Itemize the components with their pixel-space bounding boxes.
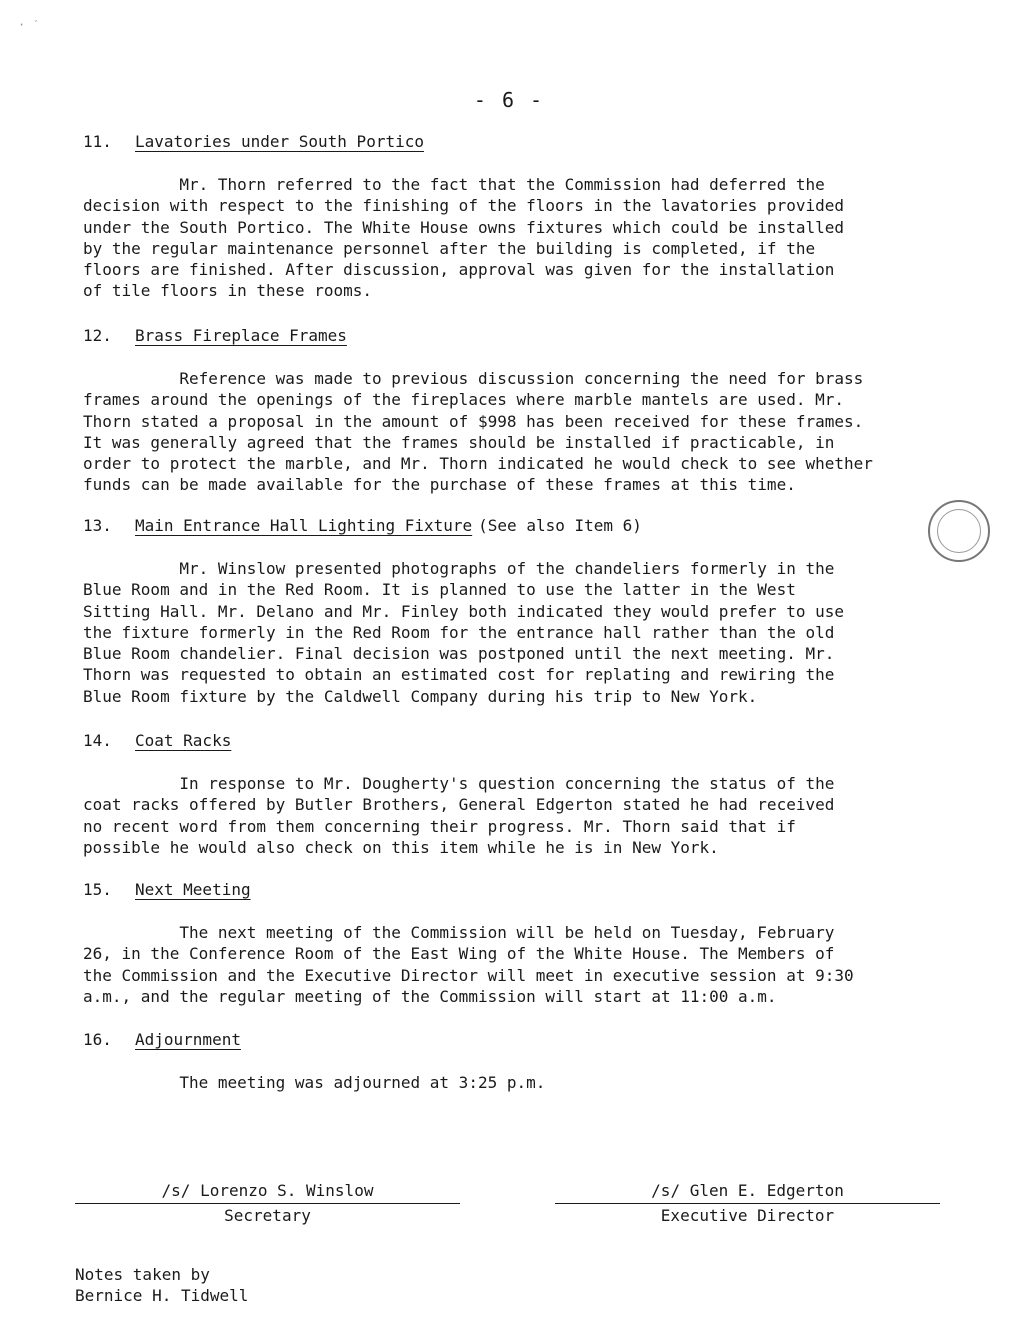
paragraph-line: the Commission and the Executive Director will meet in executive session at 9:30 — [83, 965, 854, 985]
section-paragraph — [83, 558, 953, 707]
section-paragraph — [83, 174, 953, 302]
paragraph-line: coat racks offered by Butler Brothers, General Edgerton stated he had received — [83, 795, 835, 815]
section-13 — [83, 516, 953, 707]
section-number: 13. — [83, 516, 112, 535]
paragraph-line: a.m., and the regular meeting of the Commission will start at 11:00 a.m. — [83, 986, 777, 1006]
paragraph-line: Blue Room and in the Red Room. It is planned to use the latter in the West — [83, 580, 796, 600]
section-number: 16. — [83, 1030, 112, 1049]
paragraph-line: of tile floors in these rooms. — [83, 281, 372, 301]
scan-marks: · ˊ — [18, 18, 40, 32]
paragraph-line: no recent word from them concerning their progress. Mr. Thorn said that if — [83, 816, 796, 836]
section-16 — [83, 1030, 953, 1093]
paragraph-line: under the South Portico. The White House owns fixtures which could be installed — [83, 217, 844, 237]
section-paragraph — [83, 368, 953, 496]
signature-executive-director — [555, 1181, 940, 1226]
section-paragraph — [83, 922, 953, 1007]
notes-label: Notes taken by — [75, 1265, 210, 1284]
section-title: Lavatories under South Portico — [135, 132, 424, 151]
section-heading — [83, 326, 953, 346]
section-paragraph — [83, 773, 953, 858]
signature-line — [555, 1203, 940, 1204]
paragraph-line: by the regular maintenance personnel after the building is completed, if the — [83, 238, 816, 258]
paragraph-line: Thorn was requested to obtain an estimated cost for replating and rewiring the — [83, 665, 835, 685]
paragraph-line: the fixture formerly in the Red Room for the entrance hall rather than the old — [83, 622, 835, 642]
notes-author: Bernice H. Tidwell — [75, 1286, 249, 1305]
section-11 — [83, 132, 953, 302]
paragraph-line: Sitting Hall. Mr. Delano and Mr. Finley both indicated they would prefer to use — [83, 601, 844, 621]
paragraph-line: Blue Room fixture by the Caldwell Company during his trip to New York. — [83, 686, 758, 706]
page-number: - 6 - — [473, 88, 545, 112]
paragraph-line: order to protect the marble, and Mr. Thorn indicated he would check to see whether — [83, 454, 873, 474]
paragraph-line: decision with respect to the finishing of the floors in the lavatories provided — [83, 196, 844, 216]
section-15 — [83, 880, 953, 1007]
section-title: Next Meeting — [135, 880, 251, 899]
signature-line — [75, 1203, 460, 1204]
section-title: Coat Racks — [135, 731, 232, 750]
paragraph-line: The meeting was adjourned at 3:25 p.m. — [83, 1073, 546, 1092]
section-heading — [83, 731, 953, 751]
paragraph-line: Mr. Winslow presented photographs of the chandeliers formerly in the — [83, 559, 835, 578]
section-12 — [83, 326, 953, 496]
signature-role: Executive Director — [660, 1206, 835, 1225]
paragraph-line: funds can be made available for the purchase of these frames at this time. — [83, 475, 796, 495]
paragraph-line: Reference was made to previous discussion concerning the need for brass — [83, 369, 864, 388]
section-heading — [83, 132, 953, 152]
paragraph-line: 26, in the Conference Room of the East Wing of the White House. The Members of — [83, 944, 835, 964]
paragraph-line: Mr. Thorn referred to the fact that the Commission had deferred the — [83, 175, 825, 194]
section-14 — [83, 731, 953, 858]
section-heading — [83, 880, 953, 900]
signature-name: /s/ Glen E. Edgerton — [651, 1181, 844, 1200]
paragraph-line: In response to Mr. Dougherty's question concerning the status of the — [83, 774, 835, 793]
notes-taken-by — [75, 1264, 248, 1306]
signature-secretary — [75, 1181, 460, 1226]
section-number: 11. — [83, 132, 112, 151]
paragraph-line: Thorn stated a proposal in the amount of $998 has been received for these frames. — [83, 411, 864, 431]
paragraph-line: frames around the openings of the fireplaces where marble mantels are used. Mr. — [83, 390, 844, 410]
section-number: 14. — [83, 731, 112, 750]
library-stamp-icon — [928, 500, 990, 562]
paragraph-line: floors are finished. After discussion, approval was given for the installation — [83, 260, 835, 280]
paragraph-line: possible he would also check on this item while he is in New York. — [83, 837, 719, 857]
paragraph-line: It was generally agreed that the frames should be installed if practicable, in — [83, 432, 835, 452]
paragraph-line: The next meeting of the Commission will be held on Tuesday, February — [83, 923, 835, 942]
paragraph-line: Blue Room chandelier. Final decision was postponed until the next meeting. Mr. — [83, 644, 835, 664]
section-paragraph — [83, 1072, 953, 1093]
signature-role: Secretary — [224, 1206, 311, 1225]
section-note: (See also Item 6) — [478, 516, 642, 535]
section-heading — [83, 516, 953, 536]
section-title: Brass Fireplace Frames — [135, 326, 347, 345]
section-title: Adjournment — [135, 1030, 241, 1049]
section-number: 15. — [83, 880, 112, 899]
section-title: Main Entrance Hall Lighting Fixture — [135, 516, 473, 535]
signature-name: /s/ Lorenzo S. Winslow — [161, 1181, 374, 1200]
section-heading — [83, 1030, 953, 1050]
section-number: 12. — [83, 326, 112, 345]
